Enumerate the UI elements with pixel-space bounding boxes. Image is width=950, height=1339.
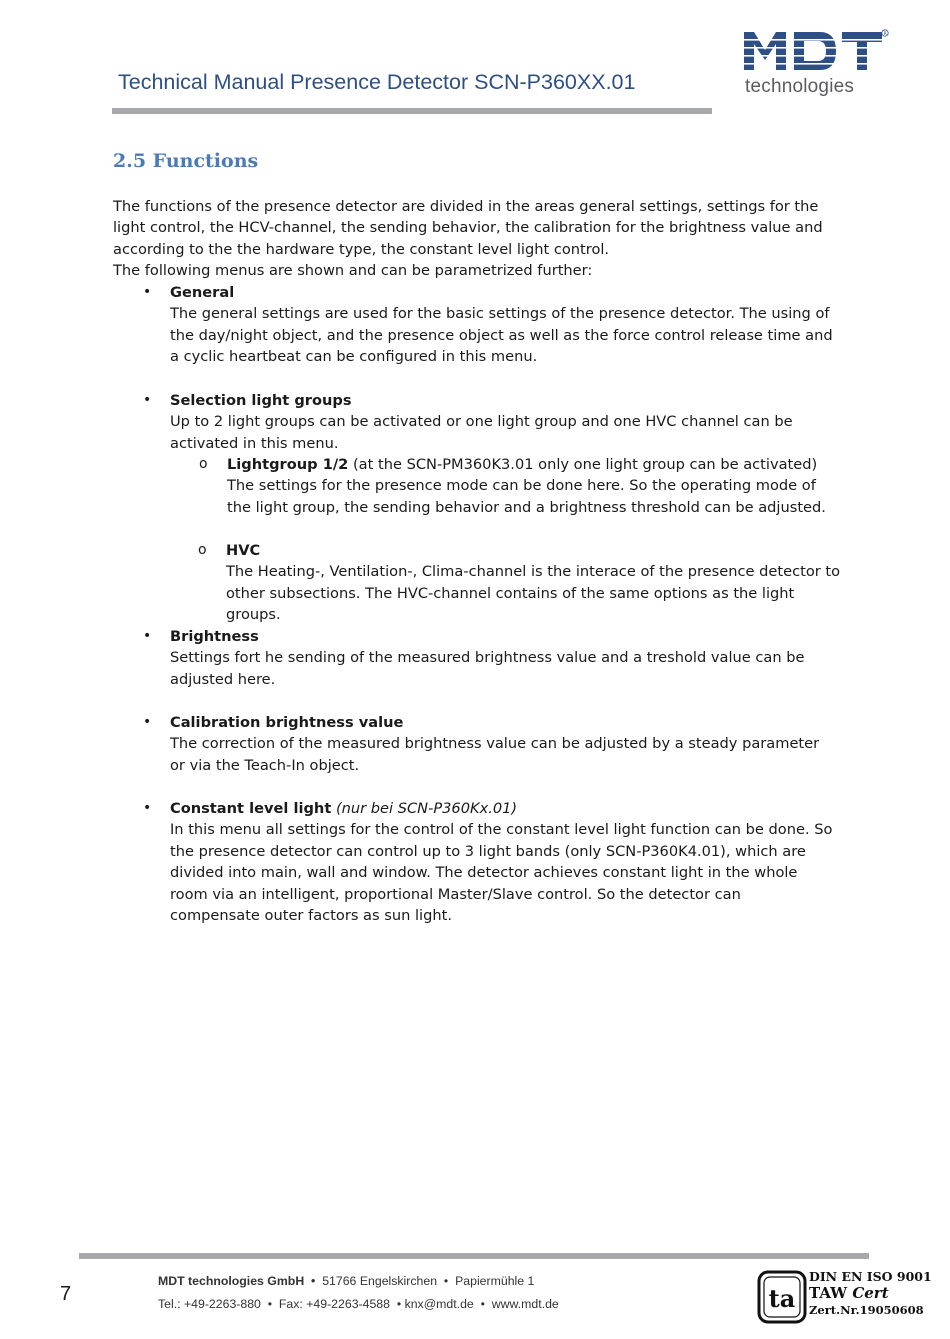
sub-item-hvc xyxy=(198,540,841,626)
list-item-general xyxy=(143,282,835,368)
list-item-brightness xyxy=(143,626,835,690)
item-title: General xyxy=(170,284,235,301)
item-text: The correction of the measured brightness value can be adjusted by a steady parameter or via the Teach-In object. xyxy=(170,735,820,774)
document-title: Technical Manual Presence Detector SCN-P360XX.01 xyxy=(118,70,636,94)
cert-taw-cert: Cert xyxy=(852,1284,889,1302)
sub-bullet-icon: o xyxy=(198,542,207,558)
bullet-icon: • xyxy=(143,800,152,816)
logo-wordmark: technologies xyxy=(745,76,855,97)
list-item-constant-level-light xyxy=(143,798,835,926)
sub-item-text: The settings for the presence mode can be done here. So the operating mode of the light group, the sending behavior and a brightness threshold can be adjusted. xyxy=(227,477,826,516)
taw-cert-logo xyxy=(756,1269,808,1325)
svg-text:ta: ta xyxy=(768,1284,796,1313)
mdt-logo xyxy=(740,28,890,100)
mdt-logo-mark xyxy=(740,28,890,74)
intro-text xyxy=(113,196,848,282)
sub-item-lightgroup xyxy=(199,454,837,518)
cert-taw xyxy=(809,1285,932,1302)
bullet-icon: • xyxy=(143,628,152,644)
footer-street: Papiermühle 1 xyxy=(455,1274,535,1288)
bullet-icon: • xyxy=(143,284,152,300)
footer-rule xyxy=(79,1253,869,1259)
item-title: Brightness xyxy=(170,628,259,645)
footer-tel: Tel.: +49-2263-880 xyxy=(158,1297,261,1311)
footer-separator: • xyxy=(396,1297,402,1311)
list-item-selection-light-groups xyxy=(143,390,835,454)
footer-email: knx@mdt.de xyxy=(404,1297,474,1311)
footer-company: MDT technologies GmbH xyxy=(158,1274,305,1288)
item-text: Settings fort he sending of the measured brightness value and a treshold value can be adjusted here. xyxy=(170,649,805,688)
footer-separator: • xyxy=(443,1274,449,1288)
sub-item-title: HVC xyxy=(226,542,261,559)
footer-contact xyxy=(158,1297,559,1311)
list-item-calibration xyxy=(143,712,835,776)
item-title: Selection light groups xyxy=(170,392,352,409)
certification-text xyxy=(809,1268,932,1319)
footer-separator: • xyxy=(311,1274,316,1288)
footer-web: www.mdt.de xyxy=(491,1297,559,1311)
bullet-icon: • xyxy=(143,714,152,730)
sub-item-note: (at the SCN-PM360K3.01 only one light group can be activated) xyxy=(348,456,818,473)
item-text: In this menu all settings for the control of the constant level light function can be done. So the presence detector can control up to 3 light bands (only SCN-P360K4.01), which are divided into main, wall and window. The detector achieves constant light in the whole room via an intelligent, proportional Master/Slave control. So the detector can compensate outer factors as sun light. xyxy=(170,821,833,925)
sub-item-title: Lightgroup 1/2 xyxy=(227,456,349,473)
item-note: (nur bei SCN-P360Kx.01) xyxy=(335,800,518,817)
footer-separator: • xyxy=(480,1297,485,1311)
taw-cert-icon xyxy=(756,1269,808,1325)
bullet-icon: • xyxy=(143,392,152,408)
sub-bullet-icon: o xyxy=(199,456,208,472)
cert-iso: DIN EN ISO 9001 xyxy=(809,1269,932,1284)
footer-address xyxy=(158,1274,534,1288)
intro-paragraph: The functions of the presence detector are divided in the areas general settings, settings for the light control, the HCV-channel, the sending behavior, the calibration for the brightness value and according to the the hardware type, the constant level light control. xyxy=(113,198,823,258)
item-text: The general settings are used for the basic settings of the presence detector. The using of the day/night object, and the presence object as well as the force control release time and a cyclic heartbeat can be configured in this menu. xyxy=(170,305,833,366)
sub-item-text: The Heating-, Ventilation-, Clima-channel is the interace of the presence detector to other subsections. The HVC-channel contains of the same options as the light groups. xyxy=(226,563,841,624)
intro-paragraph-menus: The following menus are shown and can be parametrized further: xyxy=(113,262,593,280)
item-title: Calibration brightness value xyxy=(170,714,404,731)
page-number: 7 xyxy=(60,1283,72,1305)
item-text: Up to 2 light groups can be activated or one light group and one HVC channel can be activated in this menu. xyxy=(170,413,793,452)
footer-city: 51766 Engelskirchen xyxy=(322,1274,438,1288)
footer-fax: Fax: +49-2263-4588 xyxy=(278,1297,390,1311)
svg-text:R: R xyxy=(883,32,887,37)
item-title: Constant level light xyxy=(170,800,332,817)
footer-separator: • xyxy=(267,1297,273,1311)
section-heading: 2.5 Functions xyxy=(113,150,259,172)
cert-taw-label: TAW xyxy=(809,1284,853,1302)
header-rule xyxy=(112,108,712,114)
cert-number: Zert.Nr.19050608 xyxy=(809,1303,924,1317)
